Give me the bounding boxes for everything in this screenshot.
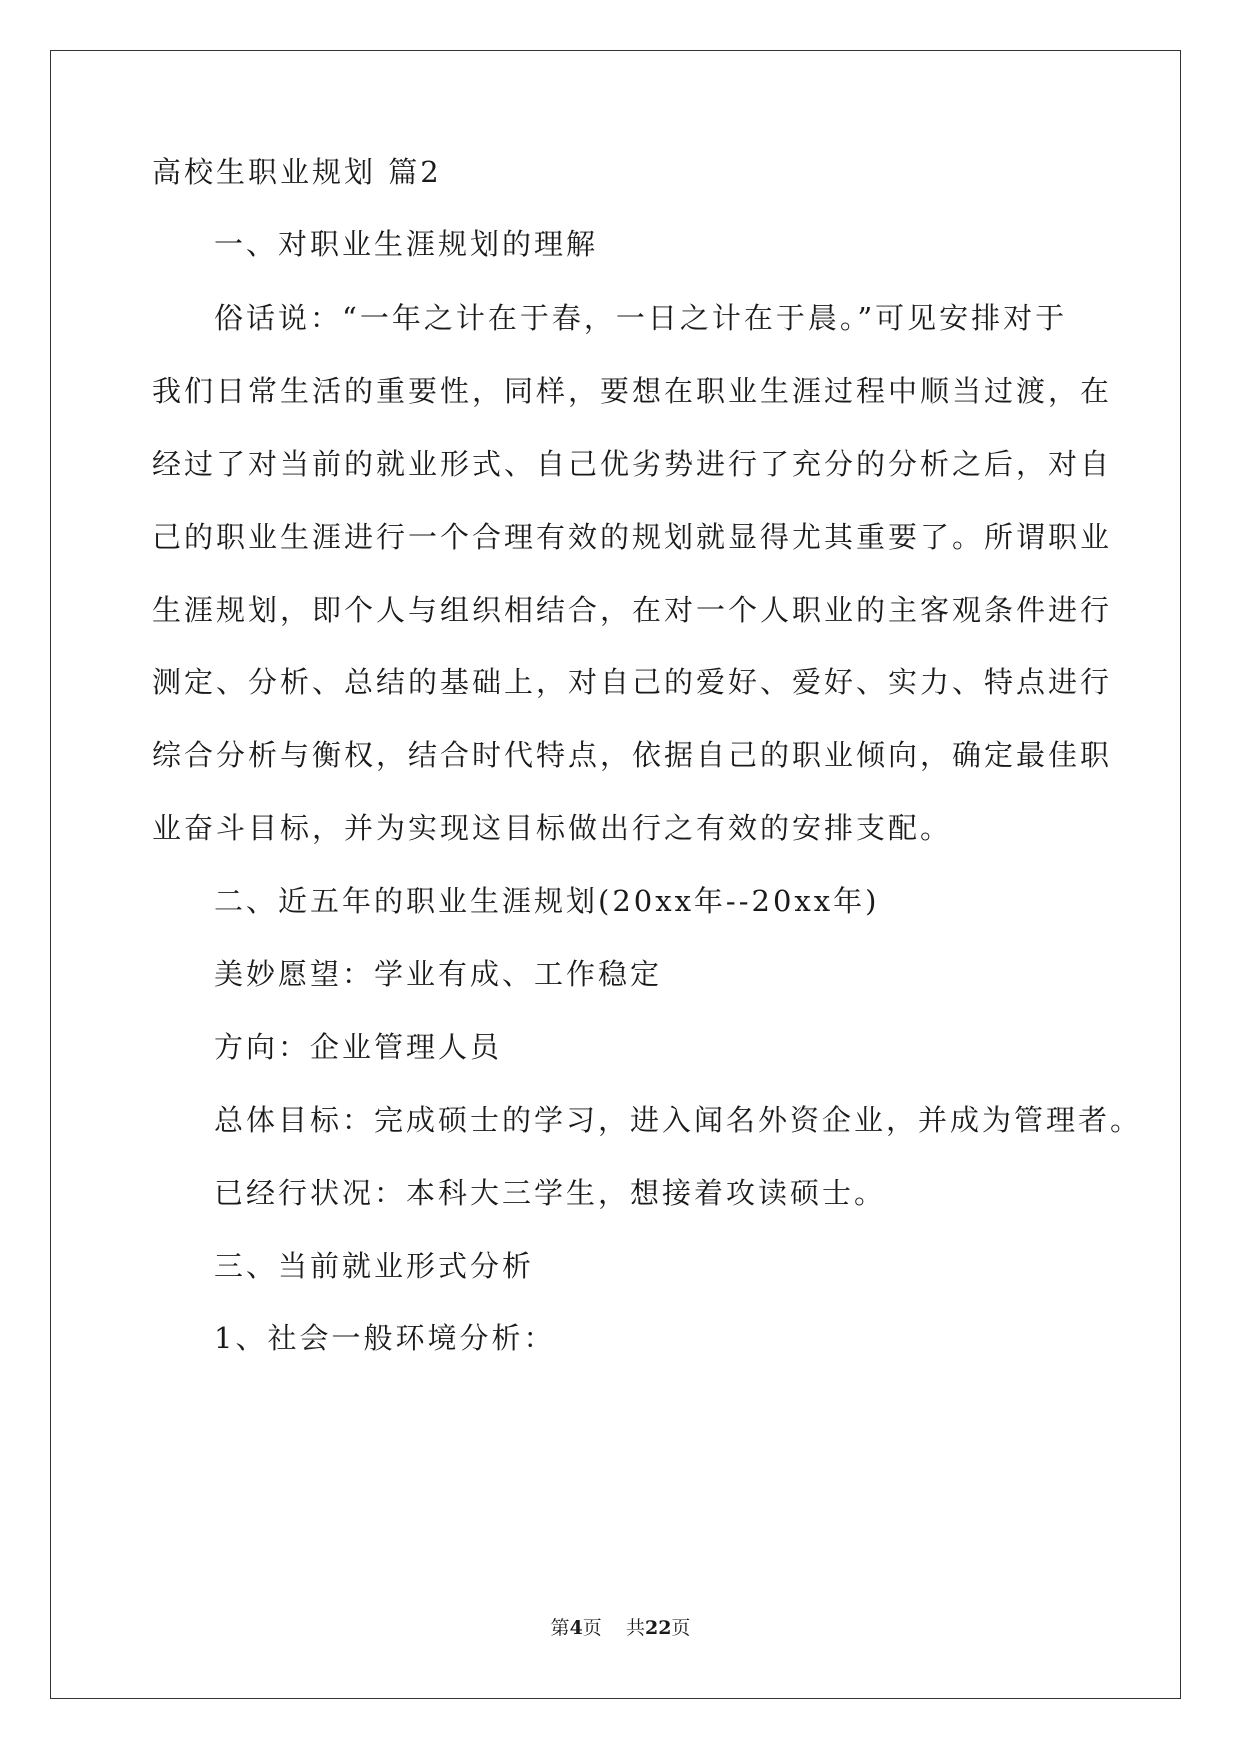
paragraph-line: 测定、分析、总结的基础上，对自己的爱好、爱好、实力、特点进行 — [152, 665, 1113, 699]
paragraph-line: 我们日常生活的重要性，同样，要想在职业生涯过程中顺当过渡，在 — [152, 374, 1113, 408]
paragraph-line: 己的职业生涯进行一个合理有效的规划就显得尤其重要了。所谓职业 — [152, 520, 1113, 554]
goal-wish: 美妙愿望：学业有成、工作稳定 — [214, 957, 663, 991]
paragraph-line: 业奋斗目标，并为实现这目标做出行之有效的安排支配。 — [152, 811, 953, 845]
goal-direction: 方向：企业管理人员 — [214, 1030, 503, 1064]
footer-total-pages: 22 — [644, 1617, 672, 1639]
heading-3: 三、当前就业形式分析 — [214, 1249, 535, 1283]
footer-middle: 页 共 — [582, 1617, 645, 1639]
goal-overall: 总体目标：完成硕士的学习，进入闻名外资企业，并成为管理者。 — [214, 1103, 1143, 1137]
paragraph-line: 俗话说：“一年之计在于春，一日之计在于晨。”可见安排对于 — [214, 301, 1068, 335]
footer-page-number: 4 — [569, 1617, 583, 1639]
footer-prefix: 第 — [550, 1617, 570, 1639]
heading-1: 一、对职业生涯规划的理解 — [214, 227, 599, 261]
subheading-1: 1、社会一般环境分析： — [214, 1321, 556, 1355]
paragraph-line: 经过了对当前的就业形式、自己优劣势进行了充分的分析之后，对自 — [152, 447, 1113, 481]
section-title: 高校生职业规划 篇2 — [152, 155, 442, 189]
current-status: 已经行状况：本科大三学生，想接着攻读硕士。 — [214, 1176, 887, 1210]
paragraph-line: 综合分析与衡权，结合时代特点，依据自己的职业倾向，确定最佳职 — [152, 738, 1113, 772]
page-footer — [0, 1615, 1241, 1641]
paragraph-line: 生涯规划，即个人与组织相结合，在对一个人职业的主客观条件进行 — [152, 593, 1113, 627]
footer-suffix: 页 — [671, 1617, 691, 1639]
heading-2: 二、近五年的职业生涯规划(20xx年--20xx年) — [214, 884, 880, 918]
